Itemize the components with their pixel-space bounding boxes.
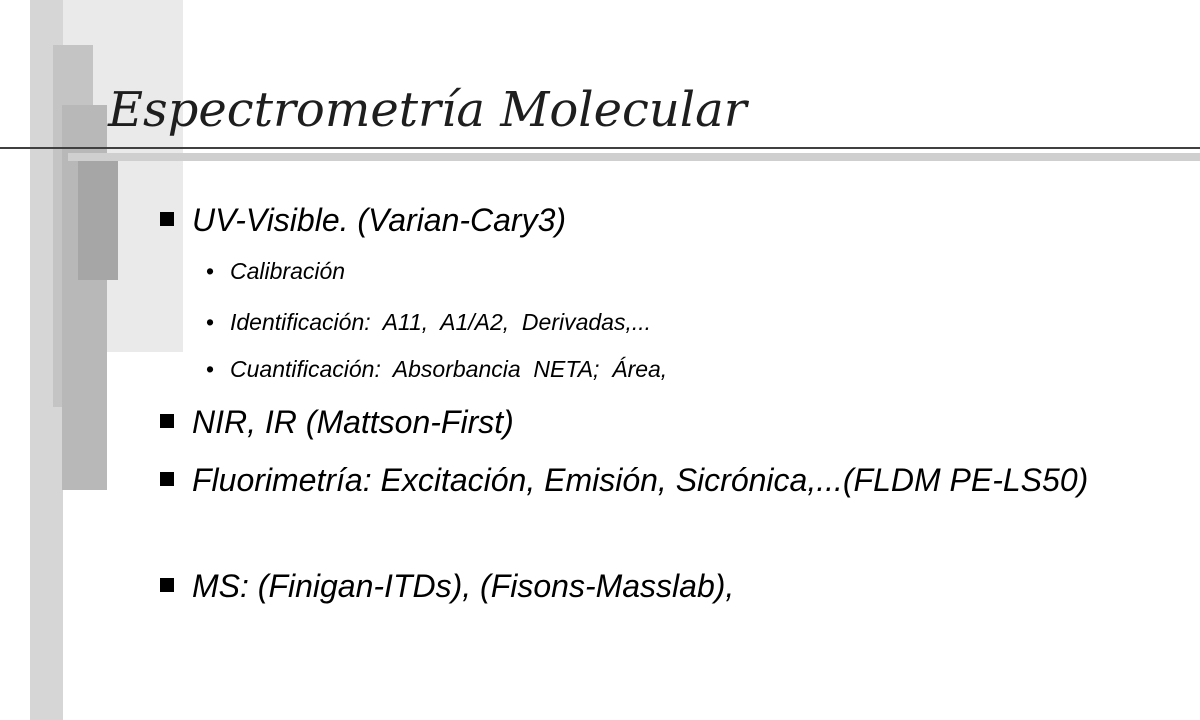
dot-bullet-icon: • [206,356,215,382]
bullet-item [160,402,1122,442]
sub-bullet-item [206,307,651,337]
title-divider [0,147,1200,149]
sub-bullet-item [206,256,345,286]
slide-title: Espectrometría Molecular [108,82,747,138]
sub-bullet-text: Cuantificación: Absorbancia NETA; Área, [230,356,668,382]
bullet-text: MS: (Finigan-ITDs), (Fisons-Masslab), [192,568,735,604]
square-bullet-icon [160,472,174,486]
sub-bullet-item [206,354,667,384]
bullet-item [160,460,1122,500]
bullet-text: Fluorimetría: Excitación, Emisión, Sicrónica,...(FLDM PE-LS50) [192,462,1089,498]
dot-bullet-icon: • [206,309,215,335]
bullet-text: NIR, IR (Mattson-First) [192,404,514,440]
decorative-bar [78,160,118,280]
sub-bullet-text: Identificación: A11, A1/A2, Derivadas,... [230,309,652,335]
square-bullet-icon [160,212,174,226]
square-bullet-icon [160,578,174,592]
title-divider-shadow [68,153,1200,161]
dot-bullet-icon: • [206,258,215,284]
bullet-text: UV-Visible. (Varian-Cary3) [192,202,567,238]
square-bullet-icon [160,414,174,428]
sub-bullet-text: Calibración [230,258,346,284]
bullet-item [160,566,1122,606]
bullet-item [160,200,1122,240]
